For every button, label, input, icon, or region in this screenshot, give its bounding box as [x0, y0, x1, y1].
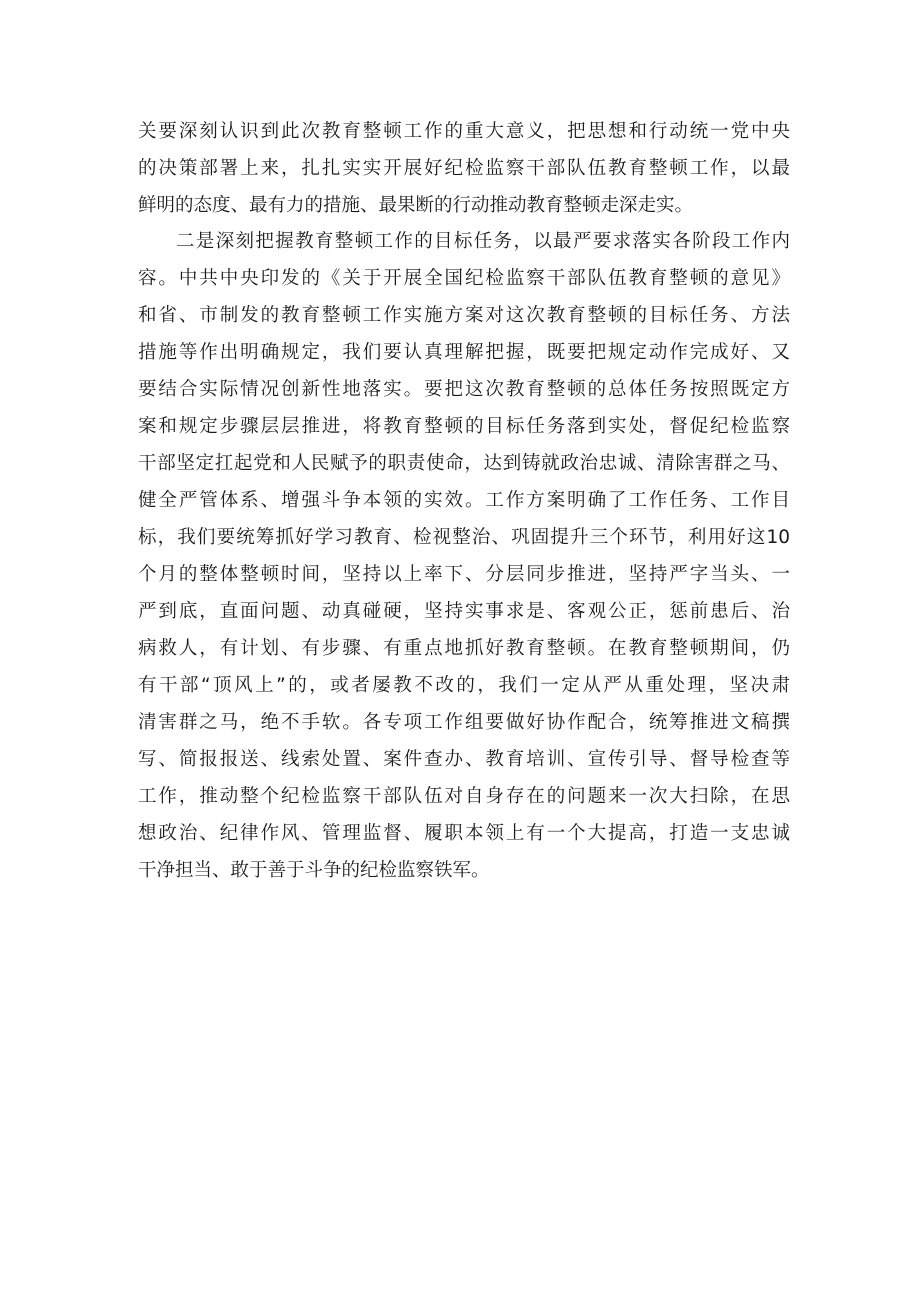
paragraph-1	[138, 113, 790, 224]
text-line: 二是深刻把握教育整顿工作的目标任务，以最严要求落实各阶段工作内	[176, 231, 790, 252]
text-line: 清害群之马，绝不手软。各专项工作组要做好协作配合，统筹推进文稿撰	[138, 712, 790, 733]
text-line: 标，我们要统筹抓好学习教育、检视整治、巩固提升三个环节，利用好这10	[138, 527, 790, 548]
text-line: 的决策部署上来，扎扎实实开展好纪检监察干部队伍教育整顿工作，以最	[138, 158, 790, 179]
paragraph-2	[138, 223, 790, 889]
text-line: 干净担当、敢于善于斗争的纪检监察铁军。	[138, 860, 490, 881]
text-line: 想政治、纪律作风、管理监督、履职本领上有一个大提高，打造一支忠诚	[138, 823, 790, 844]
text-line: 健全严管体系、增强斗争本领的实效。工作方案明确了工作任务、工作目	[138, 490, 790, 511]
text-line: 有干部“顶风上”的，或者屡教不改的，我们一定从严从重处理，坚决肃	[138, 675, 790, 696]
text-line: 措施等作出明确规定，我们要认真理解把握，既要把规定动作完成好、又	[138, 342, 790, 363]
text-line: 案和规定步骤层层推进，将教育整顿的目标任务落到实处，督促纪检监察	[138, 416, 790, 437]
text-line: 干部坚定扛起党和人民赋予的职责使命，达到铸就政治忠诚、清除害群之马、	[138, 453, 790, 474]
text-line: 鲜明的态度、最有力的措施、最果断的行动推动教育整顿走深走实。	[138, 195, 694, 216]
text-line: 容。中共中央印发的《关于开展全国纪检监察干部队伍教育整顿的意见》	[138, 268, 790, 289]
text-line: 严到底，直面问题、动真碰硬，坚持实事求是、客观公正，惩前患后、治	[138, 601, 790, 622]
text-line: 要结合实际情况创新性地落实。要把这次教育整顿的总体任务按照既定方	[138, 379, 790, 400]
text-line: 个月的整体整顿时间，坚持以上率下、分层同步推进，坚持严字当头、一	[138, 564, 790, 585]
text-line: 和省、市制发的教育整顿工作实施方案对这次教育整顿的目标任务、方法	[138, 305, 790, 326]
text-line: 关要深刻认识到此次教育整顿工作的重大意义，把思想和行动统一党中央	[138, 121, 790, 142]
text-line: 写、简报报送、线索处置、案件查办、教育培训、宣传引导、督导检查等	[138, 749, 790, 770]
text-line: 病救人，有计划、有步骤、有重点地抓好教育整顿。在教育整顿期间，仍	[138, 638, 790, 659]
text-line: 工作，推动整个纪检监察干部队伍对自身存在的问题来一次大扫除，在思	[138, 786, 790, 807]
